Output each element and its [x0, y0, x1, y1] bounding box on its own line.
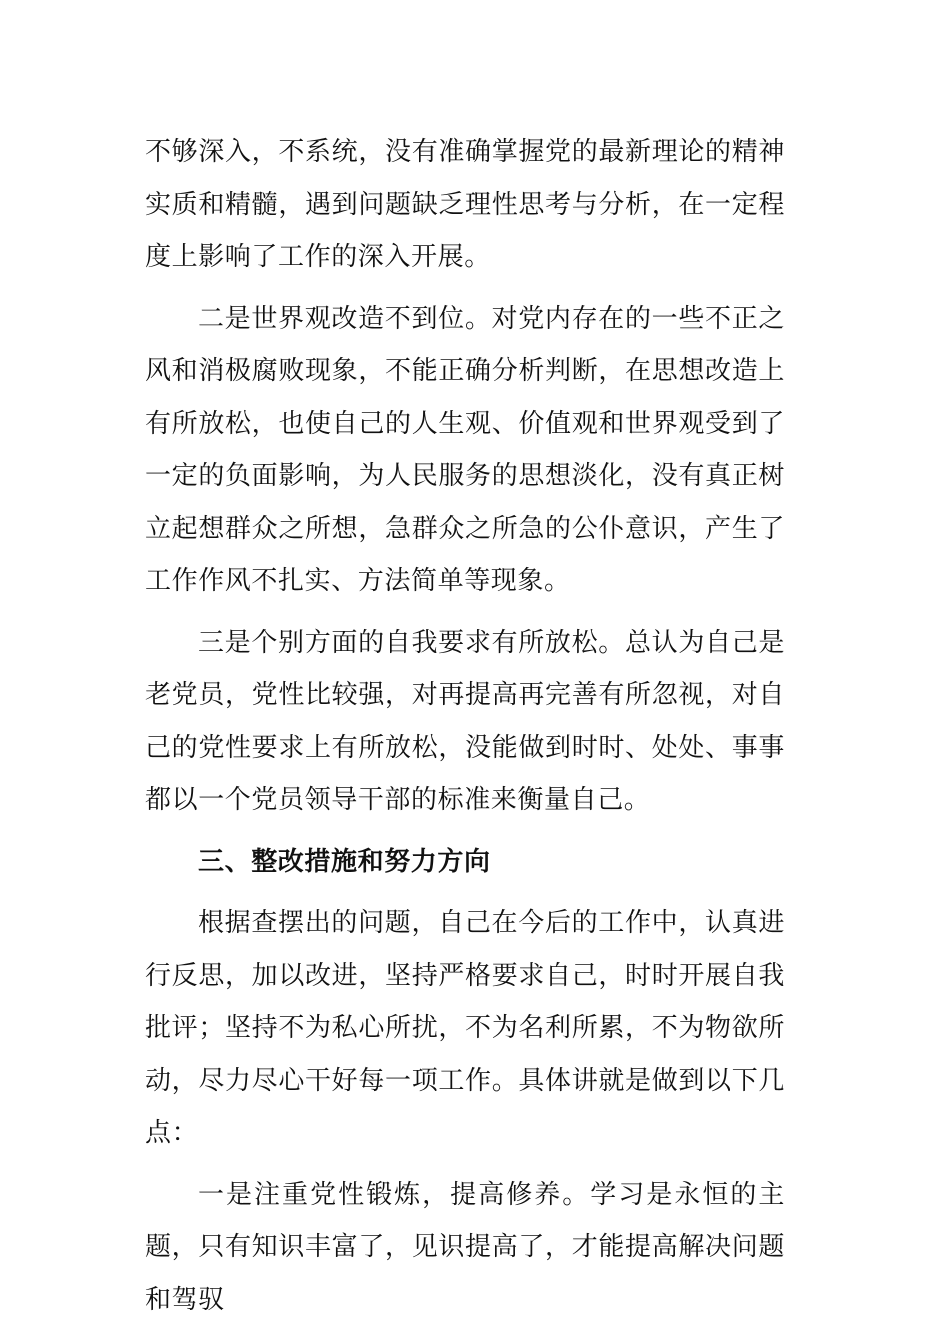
paragraph-continuation: 不够深入，不系统，没有准确掌握党的最新理论的精神实质和精髓，遇到问题缺乏理性思考与分析，在一定程度上影响了工作的深入开展。 [145, 137, 785, 272]
paragraph-worldview: 二是世界观改造不到位。对党内存在的一些不正之风和消极腐败现象，不能正确分析判断，在思想改造上有所放松，也使自己的人生观、价值观和世界观受到了一定的负面影响，为人民服务的思想淡化，没有真正树立起想群众之所想，急群众之所急的公仆意识，产生了工作作风不扎实、方法简单等现象。 [145, 303, 785, 596]
paragraph-party-spirit: 一是注重党性锻炼，提高修养。学习是永恒的主题，只有知识丰富了，见识提高了，才能提高解决问题和驾驭 [145, 1179, 785, 1315]
document-body [145, 126, 785, 1335]
section-heading-rectification: 三、整改措施和努力方向 [198, 846, 491, 877]
paragraph-rectification-intro: 根据查摆出的问题，自己在今后的工作中，认真进行反思，加以改进，坚持严格要求自己，时时开展自我批评；坚持不为私心所扰，不为名利所累，不为物欲所动，尽力尽心干好每一项工作。具体讲就是做到以下几点： [145, 908, 785, 1148]
paragraph-self-discipline: 三是个别方面的自我要求有所放松。总认为自己是老党员，党性比较强，对再提高再完善有所忽视，对自己的党性要求上有所放松，没能做到时时、处处、事事都以一个党员领导干部的标准来衡量自己。 [145, 627, 785, 815]
